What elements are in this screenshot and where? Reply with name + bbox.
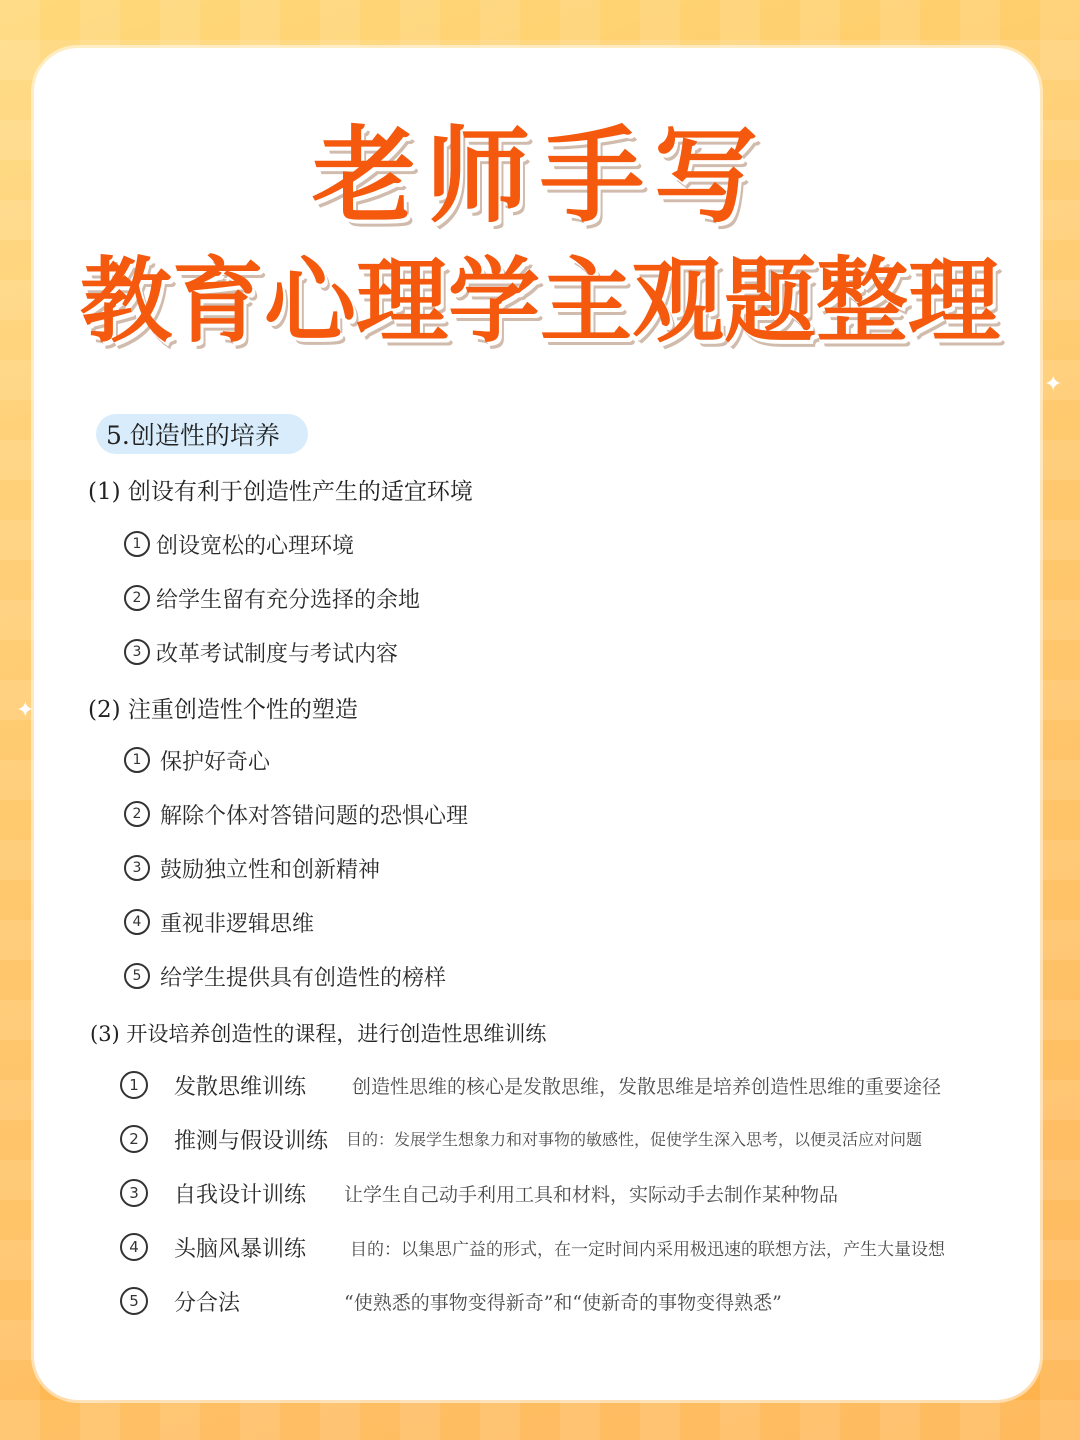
item-number: 3 bbox=[124, 855, 150, 881]
list-item: 给学生留有充分选择的余地 bbox=[156, 588, 421, 613]
training-desc: 目的：以集思广益的形式，在一定时间内采用极迅速的联想方法，产生大量设想 bbox=[350, 1240, 945, 1260]
group-1-label: (1) 创设有利于创造性产生的适宜环境 bbox=[88, 479, 473, 505]
item-number: 5 bbox=[120, 1287, 148, 1315]
training-desc: 创造性思维的核心是发散思维，发散思维是培养创造性思维的重要途径 bbox=[352, 1076, 942, 1098]
list-item: 创设宽松的心理环境 bbox=[156, 534, 355, 559]
item-number: 3 bbox=[124, 639, 150, 665]
title-line-1: 老师手写 bbox=[311, 115, 768, 237]
list-item: 重视非逻辑思维 bbox=[160, 912, 315, 937]
training-name: 分合法 bbox=[174, 1291, 241, 1316]
training-desc: “使熟悉的事物变得新奇”和“使新奇的事物变得熟悉” bbox=[344, 1292, 782, 1314]
item-number: 4 bbox=[120, 1233, 148, 1261]
group-3-label: (3) 开设培养创造性的课程，进行创造性思维训练 bbox=[90, 1022, 547, 1046]
training-name: 发散思维训练 bbox=[174, 1075, 307, 1100]
item-number: 2 bbox=[124, 801, 150, 827]
training-name: 自我设计训练 bbox=[174, 1183, 307, 1208]
training-name: 推测与假设训练 bbox=[174, 1129, 329, 1154]
item-number: 1 bbox=[124, 531, 150, 557]
list-item: 给学生提供具有创造性的榜样 bbox=[160, 966, 447, 991]
item-number: 5 bbox=[124, 963, 150, 989]
sparkle-icon: ✦ bbox=[1044, 372, 1063, 397]
list-item: 鼓励独立性和创新精神 bbox=[160, 858, 381, 883]
training-name: 头脑风暴训练 bbox=[174, 1237, 307, 1262]
item-number: 3 bbox=[120, 1179, 148, 1207]
item-number: 1 bbox=[124, 747, 150, 773]
group-2-label: (2) 注重创造性个性的塑造 bbox=[88, 697, 358, 723]
item-number: 2 bbox=[120, 1125, 148, 1153]
list-item: 解除个体对答错问题的恐惧心理 bbox=[160, 804, 469, 829]
training-desc: 让学生自己动手利用工具和材料，实际动手去制作某种物品 bbox=[344, 1184, 839, 1206]
item-number: 4 bbox=[124, 909, 150, 935]
item-number: 1 bbox=[120, 1071, 148, 1099]
training-desc: 目的：发展学生想象力和对事物的敏感性，促使学生深入思考，以便灵活应对问题 bbox=[346, 1130, 923, 1149]
title-line-2: 教育心理学主观题整理 bbox=[79, 248, 1000, 355]
sparkle-icon: ✦ bbox=[16, 698, 35, 723]
item-number: 2 bbox=[124, 585, 150, 611]
list-item: 改革考试制度与考试内容 bbox=[156, 642, 399, 667]
section-heading: 5.创造性的培养 bbox=[106, 421, 280, 450]
list-item: 保护好奇心 bbox=[160, 750, 271, 775]
